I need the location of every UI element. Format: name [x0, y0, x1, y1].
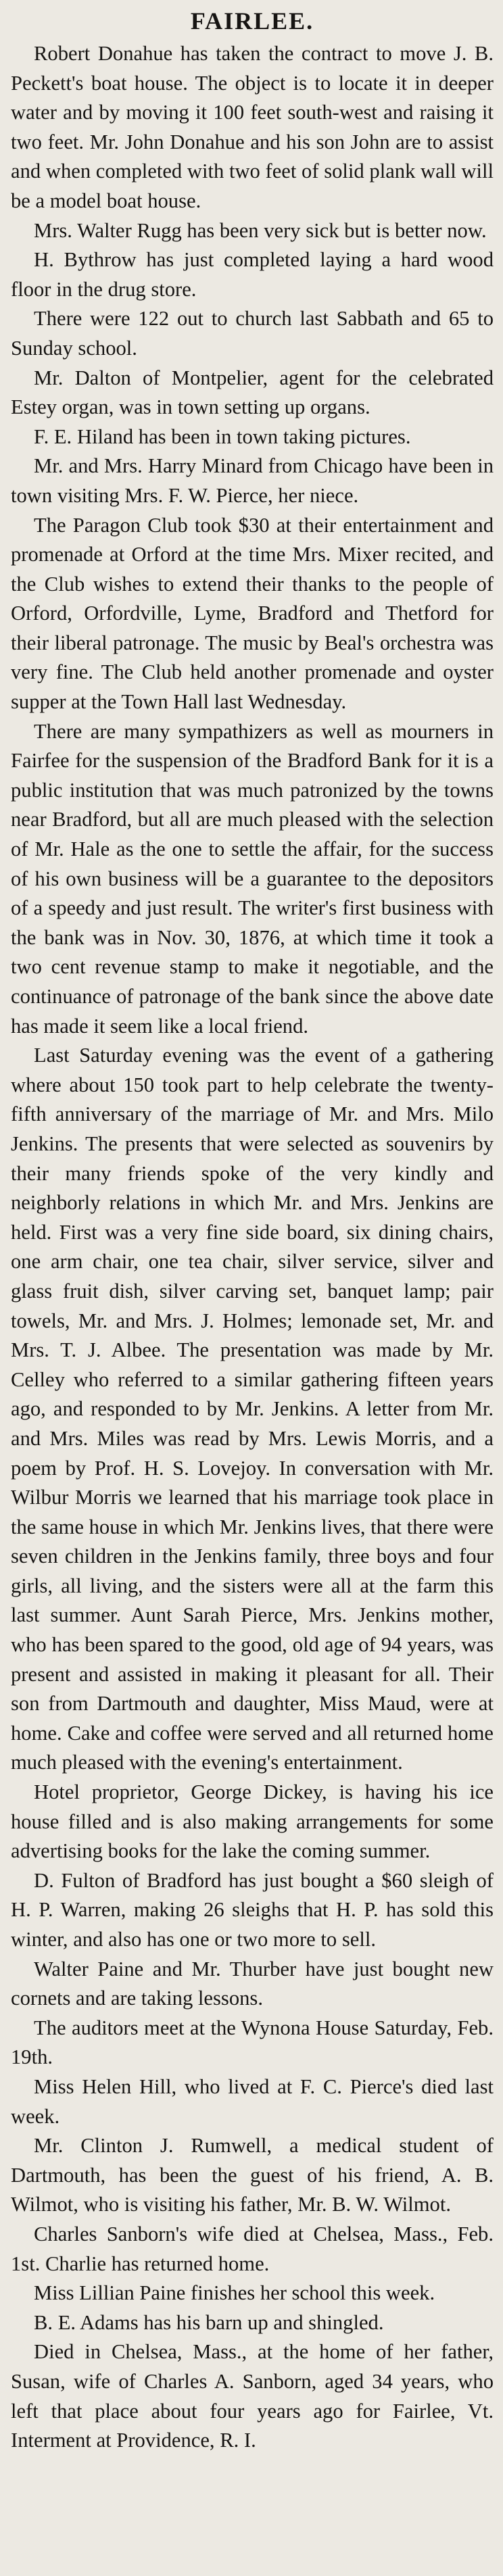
news-item: Mrs. Walter Rugg has been very sick but is better now.	[34, 218, 487, 242]
news-item: Mr. Dalton of Montpelier, agent for the celebrated Estey organ, was in town setting up organs.	[11, 366, 494, 419]
news-item: There are many sympathizers as well as mourners in Fairfee for the suspension of the Bradford Bank for it is a public institution that was much patronized by the towns near Bradford, but all are much pleased with the selection of Mr. Hale as the one to settle the affair, for the success of his own business will be a guarantee to the depositors of a speedy and just result. The writer's first business with the bank was in Nov. 30, 1876, at which time it took a two cent revenue stamp to make it negotiable, and the continuance of patronage of the bank since the above date has made it seem like a local friend.	[11, 719, 494, 1038]
news-item: Mr. Clinton J. Rumwell, a medical student of Dartmouth, has been the guest of his friend, A. B. Wilmot, who is visiting his father, Mr. B. W. Wilmot.	[11, 2134, 494, 2216]
news-item: D. Fulton of Bradford has just bought a $60 sleigh of H. P. Warren, making 26 sleighs that H. P. has sold this winter, and also has one or two more to sell.	[11, 1868, 494, 1951]
news-item: H. Bythrow has just completed laying a hard wood floor in the drug store.	[11, 248, 494, 301]
news-item: The auditors meet at the Wynona House Saturday, Feb. 19th.	[11, 2016, 494, 2069]
news-item: Miss Lillian Paine finishes her school this week.	[34, 2281, 435, 2305]
headline: FAIRLEE.	[190, 7, 314, 34]
news-item: The Paragon Club took $30 at their entertainment and promenade at Orford at the time Mrs. Mixer recited, and the Club wishes to extend their thanks to the people of Orford, Orfordville, Lyme, Bradford and Thetford for their liberal patronage. The music by Beal's orchestra was very fine. The Club held another promenade and oyster supper at the Town Hall last Wednesday.	[11, 513, 494, 714]
news-item: Hotel proprietor, George Dickey, is having his ice house filled and is also making arrangements for some advertising books for the lake the coming summer.	[11, 1780, 494, 1863]
news-item: Walter Paine and Mr. Thurber have just bought new cornets and are taking lessons.	[11, 1957, 494, 2010]
news-item: F. E. Hiland has been in town taking pictures.	[34, 424, 411, 448]
news-item: There were 122 out to church last Sabbath and 65 to Sunday school.	[11, 307, 494, 360]
news-item: Mr. and Mrs. Harry Minard from Chicago have been in town visiting Mrs. F. W. Pierce, her niece.	[11, 454, 494, 507]
news-item: Last Saturday evening was the event of a gathering where about 150 took part to help celebrate the twenty-fifth anniversary of the marriage of Mr. and Mrs. Milo Jenkins. The presents that were selected as souvenirs by their many friends spoke of the very kindly and neighborly relations in which Mr. and Mrs. Jenkins are held. First was a very fine side board, six dining chairs, one arm chair, one tea chair, silver service, silver and glass fruit dish, silver carving set, banquet lamp; pair towels, Mr. and Mrs. J. Holmes; lemonade set, Mr. and Mrs. T. J. Albee. The presentation was made by Mr. Celley who referred to a similar gathering fifteen years ago, and responded to by Mr. Jenkins. A letter from Mr. and Mrs. Miles was read by Mrs. Lewis Morris, and a poem by Prof. H. S. Lovejoy. In conversation with Mr. Wilbur Morris we learned that his marriage took place in the same house in which Mr. Jenkins lives, that there were seven children in the Jenkins family, three boys and four girls, all living, and the sisters were all at the farm this last summer. Aunt Sarah Pierce, Mrs. Jenkins mother, who has been spared to the good, old age of 94 years, was present and assisted in making it pleasant for all. Their son from Dartmouth and daughter, Miss Maud, were at home. Cake and coffee were served and all returned home much pleased with the evening's entertainment.	[11, 1044, 494, 1774]
article-body	[11, 39, 494, 2456]
news-item: Charles Sanborn's wife died at Chelsea, Mass., Feb. 1st. Charlie has returned home.	[11, 2222, 494, 2275]
news-item: B. E. Adams has his barn up and shingled.	[34, 2310, 384, 2334]
news-item: Miss Helen Hill, who lived at F. C. Pierce's died last week.	[11, 2074, 494, 2128]
news-item: Died in Chelsea, Mass., at the home of her father, Susan, wife of Charles A. Sanborn, aged 34 years, who left that place about four years ago for Fairlee, Vt. Interment at Providence, R. I.	[11, 2340, 494, 2452]
news-item: Robert Donahue has taken the contract to move J. B. Peckett's boat house. The object is to locate it in deeper water and by moving it 100 feet south-west and raising it two feet. Mr. John Donahue and his son John are to assist and when completed with two feet of solid plank wall will be a model boat house.	[11, 42, 494, 212]
